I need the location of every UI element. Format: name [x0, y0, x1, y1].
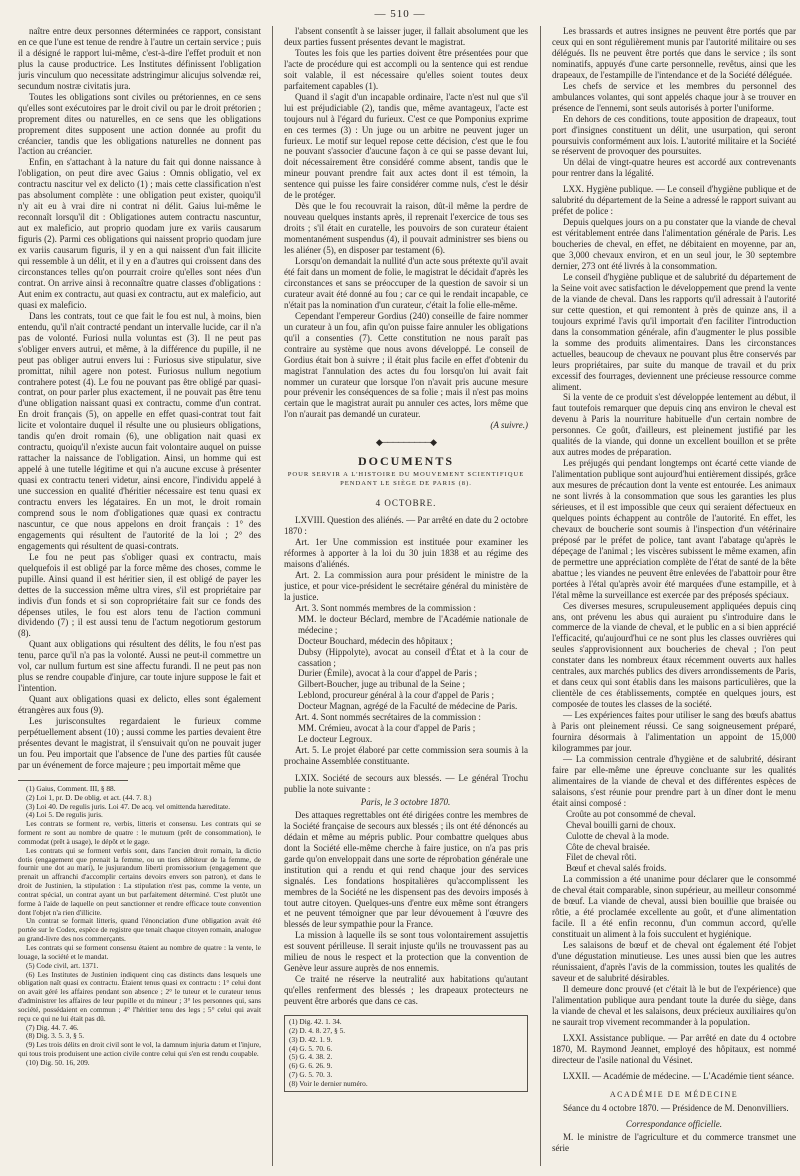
paragraph: Des attaques regrettables ont été dirigées contre les membres de la Société française de secours aux blessés ; ils ont été dénoncés au dédain et même au mépris public. Pour combattre quelques abus dont la Société elle-même cherche à faire justice, on n'a pas pris garde qu'on enveloppait dans une sorte de réprobation générale une institution qui a rendu et qui rend chaque jour des services signalés. Les fondations hospitalières qu'accomplissent les membres de la Société ne les dispensent pas des devoirs imposés à tout autre citoyen. Quelques-uns d'entre eux même sont étrangers et ne peuvent témoigner que par leur dévouement à l'œuvre des blessés de leur sympathie pour la France.	[284, 809, 528, 930]
list-item: Dubsy (Hippolyte), avocat au conseil d'État et à la cour de cassation ;	[298, 646, 528, 668]
paragraph: Dès que le fou recouvrait la raison, dût-il même la perdre de nouveau quelques instants après, il reprenait l'exercice de tous ses droits ; s'il était en curatelle, les pouvoirs de son curateur étaient momentanément suspendus (4), il pouvait administrer ses biens ou les aliéner (5), en disposer par testament (6).	[284, 201, 528, 256]
footnote: (4) Loi 5. De regulis juris.	[26, 810, 103, 820]
dinner-menu	[552, 809, 796, 875]
footnote: (2) Loi 1, pr. D. De oblig. et act. (44. 7. 8.)	[26, 792, 152, 802]
paragraph: Toutes les obligations sont civiles ou prétoriennes, en ce sens qu'elles sont exécutoires par le droit civil ou par le droit prétorien ; proprement dites ou naturelles, en ce sens que les obligations proprement dites supposent une action donnée au profit du créancier, tandis que les obligations naturelles ne donnent pas l'action au créancier.	[18, 91, 261, 157]
lxx-heading: LXX. Hygiène publique. — Le conseil d'hygiène publique et de salubrité du département de la Seine a adressé le rapport suivant au préfet de police :	[552, 184, 796, 217]
documents-subtitle: POUR SERVIR A L'HISTOIRE DU MOUVEMENT SCIENTIFIQUE	[287, 471, 525, 479]
column-middle-body	[284, 26, 528, 420]
list-item: MM. le docteur Béclard, membre de l'Académie nationale de médecine ;	[298, 613, 528, 635]
documents-heading: DOCUMENTS	[357, 454, 454, 469]
menu-item: Croûte au pot consommé de cheval.	[566, 808, 696, 819]
footnote: (5) Code civil, art. 1371.	[26, 960, 99, 970]
footnote: (3) D. 42. 1. 9.	[289, 1034, 333, 1044]
lxviii-heading: LXVIII. Question des aliénés. — Par arrêté en date du 2 octobre 1870 :	[284, 515, 528, 537]
list-item: Docteur Bouchard, médecin des hôpitaux ;	[298, 635, 453, 646]
article-3: Art. 3. Sont nommés membres de la commission :	[295, 602, 476, 613]
column-left	[18, 26, 261, 1166]
menu-item: Cheval bouilli garni de choux.	[566, 819, 676, 830]
lxix-date: Paris, le 3 octobre 1870.	[360, 796, 451, 807]
commission-secretaries	[284, 723, 528, 745]
paragraph: Les préjugés qui pendant longtemps ont écarté cette viande de l'alimentation publique sont aujourd'hui entièrement dissipés, grâce aux mesures de précaution dont la vente est entourée. Les animaux ne sont livrés à la consommation que sous les garanties les plus sérieuses, et il est impossible que ceux qui seraient défectueux en quelques points échappent au contrôle de l'autorité. En effet, les chevaux de boucherie sont soumis à l'inspection d'un vétérinaire préposé par le préfet de police, tant avant l'abatage qu'après le dépeçage de l'animal ; les viscères subissent le même examen, afin de permettre une appréciation complète de l'état de santé de la bête abattue ; les viandes ne peuvent être enlevées de l'abattoir pour être portées à l'étal qu'après avoir été marquées d'une estampille, et à l'étal même la surveillance est exercée par des préposés spéciaux.	[552, 458, 796, 600]
footnote: (7) G. 5. 70. 3.	[289, 1070, 333, 1080]
page-number: — 510 —	[374, 8, 426, 20]
paragraph: Un délai de vingt-quatre heures est accordé aux contrevenants pour rentrer dans la légalité.	[552, 157, 796, 179]
paragraph: Le fou ne peut pas s'obliger quasi ex contractu, mais quelquefois il est obligé par la force même des choses, comme le pupille. Ainsi quand il est héritier sien, il est obligé de payer les dettes de la succession même ultra vires, s'il est propriétaire par indivis d'un fonds et si son copropriétaire fait sur ce fonds des dépenses utiles, le fou est alors tenu de l'action communi dividendo (7) ; il est aussi tenu de l'actum negotiorum gestorum (8).	[18, 551, 261, 639]
column-right	[552, 26, 796, 1166]
menu-item: Côte de cheval braisée.	[566, 841, 650, 852]
paragraph: — Les expériences faites pour utiliser le sang des bœufs abattus à Paris ont pleinement réussi. Ce sang soigneusement préparé, fournira désormais à l'alimentation un appoint de 15,000 kilogrammes par jour.	[552, 710, 796, 753]
lxxi-paragraph: LXXI. Assistance publique. — Par arrêté en date du 4 octobre 1870, M. Raymond Jeannet, employé des hôpitaux, est nommé directeur de l'asile national du Vésinet.	[552, 1032, 796, 1065]
list-item: MM. Crémieu, avocat à la cour d'appel de Paris ;	[298, 723, 476, 734]
to-be-continued: (A suivre.)	[490, 420, 528, 431]
list-item: Gilbert-Boucher, juge au tribunal de la Seine ;	[298, 679, 465, 690]
paragraph: Cependant l'empereur Gordius (240) conseille de faire nommer un curateur à un fou, afin qu'on puisse faire annuler les obligations qu'il a consenties (7). Cette constitution ne nous paraît pas contraire au système que nous avons développé. Le conseil de Gordius était bon à suivre ; il était plus facile en effet d'obtenir du magistrat l'annulation des actes du fou lorsqu'on lui avait fait nommer un curateur que lorsque l'on n'avait pris aucune mesure pour prévenir les conséquences de sa folie ; mais il n'est pas moins certain que le magistrat aurait pu annuler ces actes, lors même que l'on n'aurait pas demandé un curateur.	[284, 310, 528, 420]
list-item: Durier (Émile), avocat à la cour d'appel de Paris ;	[298, 668, 477, 679]
article-1: Art. 1er Une commission est instituée pour examiner les réformes à apporter à la loi du 30 juin 1838 et au régime des maisons d'aliénés.	[284, 537, 528, 569]
footnote: (1) Dig. 42. 1. 34.	[289, 1017, 342, 1027]
article-2: Art. 2. La commission aura pour président le ministre de la justice, et pour vice-président le secrétaire général du ministère de la justice.	[284, 569, 528, 602]
menu-item: Culotte de cheval à la mode.	[566, 830, 669, 841]
paragraph: Ce traité ne réserve la neutralité aux habitations qu'autant qu'elles renferment des blessés ; les drapeaux protecteurs ne peuvent être arborés que dans ce cas.	[284, 974, 528, 1007]
column-middle	[284, 26, 528, 1166]
paragraph: Les salaisons de bœuf et de cheval ont également été l'objet d'une dégustation minutieuse. Les unes aussi bien que les autres réunissaient, d'après l'avis de la commission, toutes les qualités de saveur et de salubrité désirables.	[552, 940, 796, 983]
paragraph: Le conseil d'hygiène publique et de salubrité du département de la Seine voit avec satisfaction le développement que prend la vente de la viande de cheval. Dans les rapports qu'il adressait à l'autorité sur cette question, et qui remontent à près de quinze ans, il a toujours exprimé l'avis qu'il importait d'en faciliter l'introduction dans la consommation générale, afin d'augmenter le plus possible la somme des produits alimentaires. Dans les circonstances actuelles, beaucoup de chevaux ne pouvant plus être conservés par leurs propriétaires, par suite du manque de travail et du prix excessif des fourrages, deviennent une précieuse ressource comme aliment.	[552, 271, 796, 392]
column-divider	[272, 26, 273, 1166]
paragraph: Quant aux obligations quasi ex delicto, elles sont également étrangères aux fous (9).	[18, 694, 261, 716]
academy-heading: ACADÉMIE DE MÉDECINE	[609, 1089, 739, 1099]
footnote: Les contrats qui se forment verbis sont, dans l'ancien droit romain, la dictio dotis (engagement que prenait la femme, ou un tiers débiteur de la femme, de fournir une dot au mari), le jusjurandum liberti promissorium (engagement que prenait un affranchi d'accomplir certains devoirs envers son patron), et dans le droit de Justinien, la stipulation : La stipulation n'est pas, comme la vente, un contrat spécial, un contrat ayant un but parfaitement déterminé. C'est plutôt une forme à l'aide de laquelle on peut sanctionner et rendre efficace toute convention dont l'objet n'a rien d'illicite.	[18, 845, 261, 917]
paragraph: La mission à laquelle ils se sont tous volontairement assujettis est souvent périlleuse. Il serait injuste qu'ils ne trouvassent pas au milieu de nous le respect et la protection que la convention de Genève leur assure auprès de nos ennemis.	[284, 930, 528, 974]
paragraph: Lorsqu'on demandait la nullité d'un acte sous prétexte qu'il avait été fait dans un moment de folie, le magistrat le décidait d'après les circonstances et sans se préoccuper de la question de savoir si un curateur avait été donné au fou ; car ce qui le rendait incapable, ce n'était pas la nomination d'un curateur, c'était la folie elle-même.	[284, 256, 528, 310]
lxx-conclusion	[552, 874, 796, 1027]
paragraph: Depuis quelques jours on a pu constater que la viande de cheval est véritablement entrée dans l'alimentation générale de Paris. Les boucheries de cheval, en effet, ne débitaient en moyenne, par an, que 3,000 chevaux environ, et en un seul jour, le 30 septembre dernier, 273 ont été livrés à la consommation.	[552, 217, 796, 272]
footnote: (4) G. 5. 70. 6.	[289, 1043, 333, 1053]
paragraph: Il demeure donc prouvé (et c'était là le but de l'expérience) que l'alimentation publique aura pendant toute la durée du siège, dans la viande de cheval et les salaisons, deux précieux auxiliaires qu'on ne saurait trop vivement recommander à la population.	[552, 983, 796, 1027]
footnote: (8) Dig. 3. 5. 3, § 5.	[26, 1031, 85, 1041]
paragraph: l'absent consentît à se laisser juger, il fallait absolument que les deux parties fussent présentes devant le magistrat.	[284, 26, 528, 47]
column-middle-footnotes	[284, 1015, 528, 1092]
footnote: (6) Les Institutes de Justinien indiquent cinq cas distincts dans lesquels une obligation naît quasi ex contractu. Étaient tenus quasi ex contractu : 1° celui dont on avait géré les affaires pendant son absence ; 2° le tuteur et le curateur tenus d'administrer les affaires de leur pupille et du mineur ; 3° les personnes qui, sans société, possédaient en commun ; 4° l'héritier tenu des legs ; 5° celui qui avait reçu ce qui ne lui était pas dû.	[18, 969, 261, 1023]
lxx-body	[552, 217, 796, 808]
footnote: (7) Dig. 44. 7. 46.	[26, 1022, 79, 1032]
paragraph: Les chefs de service et les membres du personnel des ambulances volantes, qui sont appelés chaque jour à se trouver en présence de l'ennemi, sont seuls autorisés à porter l'uniforme.	[552, 80, 796, 113]
correspondence-text: M. le ministre de l'agriculture et du commerce transmet une série	[552, 1132, 796, 1154]
paragraph: Dans les contrats, tout ce que fait le fou est nul, à moins, bien entendu, qu'il n'ait contracté pendant un intervalle lucide, car il n'a pas de volonté. Furiosi nulla voluntas est (3). Il ne peut pas s'obliger envers autrui, et même, à la différence du pupille, il ne peut pas obliger autrui envers lui : Furiosus sive stipulatur, sive promittat, nihil agere non potest. Furiosus nullum negotium contrahere potest (4). Le fou ne pouvant pas être obligé par quasi-contrat, on pour parler plus exactement, il ne pouvait pas être tenu d'une obligation naissant quasi ex contractu, comme d'un contrat. En droit français (5), on appelle en effet quasi-contrat tout fait licite et volontaire duquel il résulte une ou plusieurs obligations, tandis qu'en droit romain (6), une obligation nait quasi ex contractu, quoiqu'il n'existe aucun fait volontaire auquel on puisse rattacher la naissance de l'obligation. Ainsi, un homme qui est appelé à une tutelle légitime et qui n'a aucune excuse à présenter quasi ex contractu teneri videtur, ainsi encore, l'individu appelé à une succession en qualité d'héritier nécessaire est tenu quasi ex contractu envers les légataires. En un mot, le droit romain comprend sous le nom d'obligationes quæ quasi ex contractu nascuntur, ce que nous appelons en droit français : 1° des engagements qui résultent de l'autorité de la loi ; 2° des engagements qui résultent de quasi-contrats.	[18, 310, 261, 551]
list-item: Leblond, procureur général à la cour d'appel de Paris ;	[298, 690, 495, 701]
column-right-body	[552, 26, 796, 179]
correspondence-heading: Correspondance officielle.	[625, 1119, 723, 1130]
footnote: (1) Gaius, Comment. III, § 88.	[26, 783, 116, 793]
paragraph: La commission a été unanime pour déclarer que le consommé de cheval était comparable, sinon supérieur, au meilleur consommé de bœuf. La viande de cheval, aussi bien bouillie que braisée ou rôtie, a été proclamée excellente au goût, et d'une alimentation facile. Il a été enfin reconnu, d'un commun accord, qu'elle constituait un aliment à la fois succulent et hygiénique.	[552, 874, 796, 940]
footnote: (2) D. 4. 8. 27, § 5.	[289, 1025, 346, 1035]
footnote: (8) Voir le dernier numéro.	[289, 1078, 368, 1088]
paragraph: Quand il s'agit d'un incapable ordinaire, l'acte n'est nul que s'il lui est préjudiciable (2), tandis que, même avantageux, l'acte est toujours nul à l'égard du furieux. C'est ce que Pomponius exprime en ces termes (3) : Un juge ou un arbitre ne peuvent juger un furieux. Le motif sur lequel repose cette décision, c'est que le fou ne pouvant s'associer d'aucune façon à ce qui se passe devant lui, doit nécessairement être considéré comme absent, tandis que le mineur pouvant prendre fait aux actes dont il est témoin, la sentence qui puisse les faire considérer comme nuls, c'est le désir de le protéger.	[284, 91, 528, 201]
footnote: (10) Dig. 50. 16, 209.	[26, 1057, 90, 1067]
paragraph: Les jurisconsultes regardaient le furieux comme perpétuellement absent (10) ; aussi comme les parties devaient être présentes devant le magistrat, il s'ensuivait qu'on ne pouvait juger un fou. Peu importait que l'absence de l'une des parties fût causée par un événement de force majeure ; peu importait même que	[18, 716, 261, 770]
list-item: Le docteur Legroux.	[298, 734, 373, 745]
footnote: (3) Loi 40. De regulis juris. Loi 47. De acq. vel omittenda hæreditate.	[26, 801, 231, 811]
footnote: (5) G. 4. 38. 2.	[289, 1052, 333, 1062]
list-item: Docteur Magnan, agrégé de la Faculté de médecine de Paris.	[298, 701, 518, 712]
paragraph: Toutes les fois que les parties doivent être présentées pour que l'acte de procédure qui est accompli ou la sentence qui est rendue soit valable, il est nécessaire qu'elles soient toutes deux parfaitement capables (1).	[284, 47, 528, 91]
ornamental-separator: ◆─────────◆	[375, 437, 437, 448]
column-left-footnotes	[18, 785, 261, 1068]
paragraph: Les brassards et autres insignes ne peuvent être portés que par ceux qui en sont régulièrement munis par l'autorité militaire ou ses délégués. Ils ne peuvent être portés que dans le service ; ils sont nominatifs, appuyés d'une carte personnelle, revêtus, ainsi que les drapeaux, de l'estampille de l'intendance et de la Société déléguée.	[552, 26, 796, 80]
lxix-body	[284, 810, 528, 1007]
footnote: Les contrats qui se forment consensu étaient au nombre de quatre : la vente, le louage, la société et le mandat.	[18, 943, 261, 961]
footnote: (6) G. 6. 26. 9.	[289, 1061, 333, 1071]
menu-item: Bœuf et cheval salés froids.	[566, 863, 667, 874]
footnote-rule	[18, 780, 128, 781]
paragraph: naître entre deux personnes déterminées ce rapport, consistant en ce que l'une est tenue de rendre à l'autre un certain service ; puis il a désigné le rapport lui-même, c'est-à-dire l'effet produit et non plus la cause productrice. Les Institutes définissent l'obligation juris vinculum quo necessitate adstringimur alicujus solvendæ rei, secundum nostræ civitatis jura.	[18, 26, 261, 91]
paragraph: Ces diverses mesures, scrupuleusement appliquées depuis cinq ans, ont prévenu les abus qui auraient pu s'introduire dans le commerce de la viande de cheval, et le public en a si bien apprécié l'efficacité, qu'aujourd'hui ce ne sont plus les classes ouvrières qui seules s'approvisionnent aux boucheries de cheval ; l'on peut constater dans les nombreux étaux récemment ouverts aux halles centrales, aux marchés publics des divers arrondissements de Paris, et dans ceux qui sont établis dans les maisons particulières, que la clientèle de ces établissements, comptée en quelques jours, est composée de toutes les classes de la société.	[552, 600, 796, 710]
lxxii-paragraph: LXXII. — Académie de médecine. — L'Académie tient séance.	[563, 1070, 794, 1081]
date-heading: 4 OCTOBRE.	[375, 498, 437, 509]
footnote: Un contrat se formait litteris, quand l'énonciation d'une obligation avait été portée sur le Codex, espèce de registre que tenait chaque citoyen romain, analogue au grand-livre des nos commerçants.	[18, 916, 261, 944]
lxix-heading: LXIX. Société de secours aux blessés. — Le général Trochu publie la note suivante :	[284, 773, 528, 794]
academy-session: Séance du 4 octobre 1870. — Présidence de M. Denonvilliers.	[563, 1102, 789, 1113]
commission-members	[284, 614, 528, 713]
paragraph: En dehors de ces conditions, toute apposition de drapeaux, tout port d'insignes constituent un délit, une usurpation, qui seront poursuivis conformément aux lois. L'autorité militaire et la Société se réservent de provoquer des poursuites.	[552, 113, 796, 157]
column-divider	[540, 26, 541, 1166]
paragraph: — La commission centrale d'hygiène et de salubrité, désirant faire par elle-même une épreuve concluante sur les qualités alimentaires de la viande de cheval et des différentes espèces de salaisons, s'est réunie pour prendre part à un dîner dont le menu était ainsi composé :	[552, 753, 796, 808]
paragraph: Si la vente de ce produit s'est développée lentement au début, il faut toutefois remarquer que depuis cinq ans environ le cheval est devenu à Paris la nourriture habituelle d'un certain nombre de personnes. Ce goût, d'ailleurs, est pleinement justifié par les qualités de la viande, qui donne un excellent bouillon et se prête aux autres modes de préparation.	[552, 392, 796, 458]
article-4: Art. 4. Sont nommés secrétaires de la commission :	[295, 712, 481, 723]
menu-item: Filet de cheval rôti.	[566, 852, 637, 863]
paragraph: Enfin, en s'attachant à la nature du fait qui donne naissance à l'obligation, on peut dire avec Gaius : Omnis obligatio, vel ex contractu nascitur vel ex delicto (1) ; mais cette classification n'est pas absolument complète : une obligation peut exister, quoiqu'il n'y ait eu à vrai dire ni contrat ni délit. Gaius lui-même le reconnaît lorsqu'il dit : Obligationes autem contractu nascuntur, aut ex maleficio, aut proprio quodam jure ex variis causarum figuris (2). Parmi ces obligations qui naissent proprio quodam jure ex variis causarum figuris, il y en a qui naissent d'un fait illicite qui ressemble à un délit, et il y en a d'autres qui croissent dans des circonstances telles qu'on pourrait croire qu'elles sont nées d'un contrat. On arrive ainsi à reconnaître quatre classes d'obligations : Aut enim ex contractu, aut quasi ex contractu, aut ex maleficio, aut quasi ex maleficio.	[18, 157, 261, 310]
footnote: Les contrats se forment re, verbis, litteris et consensu. Les contrats qui se forment re sont au nombre de quatre : le mutuum (prêt de consommation), le commodat (prêt à usage), le dépôt et le gage.	[18, 819, 261, 846]
article-5: Art. 5. Le projet élaboré par cette commission sera soumis à la prochaine Assemblée constituante.	[284, 745, 528, 767]
paragraph: Quant aux obligations qui résultent des délits, le fou n'est pas tenu, parce qu'il n'a pas la volonté. Aussi ne peut-il commettre un vol, car nullum furtum est sine affectu furandi. Il ne peut pas non plus se rendre coupable d'injure, car toute injure suppose le fait et l'intention.	[18, 639, 261, 694]
footnote: (9) Les trois délits en droit civil sont le vol, la damnum injuria datum et l'injure, qui tous trois produisent une action civile contre celui qui s'en est rendu coupable.	[18, 1040, 261, 1059]
column-left-body	[18, 26, 261, 771]
documents-subtitle-2: PENDANT LE SIÈGE DE PARIS (8).	[340, 480, 472, 488]
